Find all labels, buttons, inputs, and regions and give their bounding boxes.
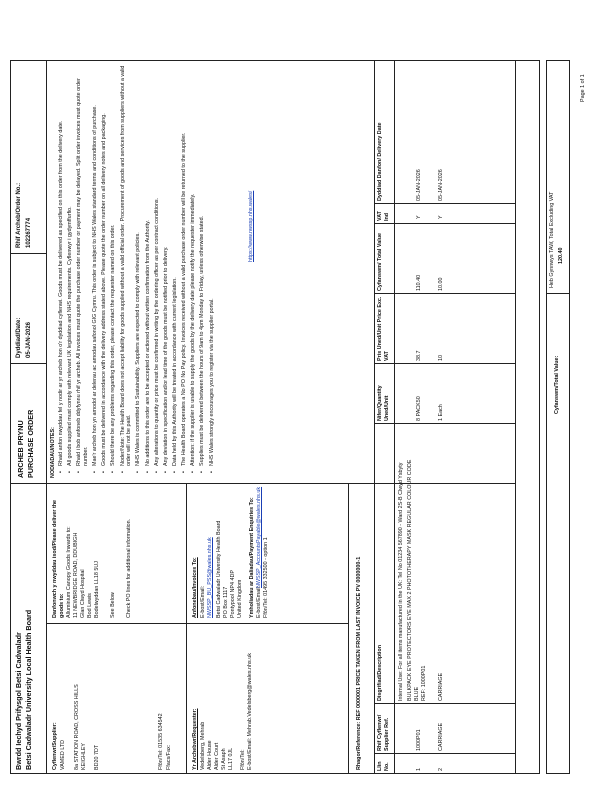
supplier-address: 8a STATION ROAD, CROSS HILLS [74, 684, 80, 770]
note-item: • Attention: if the supplier is unable to supply the goods by the delivery date please notify the requester immediately. [190, 60, 197, 466]
row-2-desc-1: CARRIAGE [438, 672, 444, 701]
supplier-city: KEIGHLEY [81, 743, 87, 770]
supplier-phone: Ffôn/Tel: 01535 634542 [158, 713, 164, 770]
requester-name: Vedelsberg, Mehrab [200, 721, 206, 770]
doc-title-english: PURCHASE ORDER [26, 409, 35, 478]
delivery-line-2: 11 NEWBRIDGE ROAD, DDUBIGH [73, 532, 79, 618]
note-item: • All goods supplied must comply with relevant UK legislation and NHS requirements. Cyflenwyr i gydymffurfio. [67, 60, 74, 466]
date-label: Dyddiad/Date: [16, 317, 22, 358]
row-1-supplier-ref: 1000P01 [416, 729, 422, 751]
row-1-line: 1 [416, 768, 422, 771]
total-value: 120.40 [558, 247, 564, 264]
line-items-table [374, 60, 516, 774]
col-header-unit-price: Pris Uned/Unit Price Exc. VAT [377, 296, 390, 361]
total-value-label: Cyfanswm/Total Value: [554, 355, 560, 414]
row-2-quantity: 1 Each [438, 404, 444, 421]
doc-title-welsh: ARCHEB PRYNU [16, 420, 25, 478]
date-value: 05-JAN-2026 [26, 321, 32, 358]
payment-enquiries-email-label: E-bost/Email: [256, 585, 262, 618]
invoice-org: Betsi Cadwaladr University Health Board [216, 520, 222, 618]
delivery-check-lines: Check PO lines for additional information. [126, 518, 132, 618]
rotated-order-sheet [10, 10, 600, 774]
order-number-label: Rhif Archeb/Order No.: [16, 182, 22, 248]
note-item: • Supplies must be delivered between the hours of 9am to 4pm Monday to Friday, unless otherwise stated. [199, 60, 206, 466]
invoice-email-link[interactable]: NWSSP_BU_PSS@wales.nhs.uk [207, 537, 213, 618]
col-header-delivery-date: Dyddiad Danfon/ Delivery Date [377, 122, 383, 201]
requester-heading: Yr Archebwr/Requester: [192, 708, 198, 770]
total-excl-vat-label: Heb Gynnwys TAW, Total Excluding VAT [549, 191, 555, 288]
payment-enquiries-heading: Ymholiadau ar Daliadau/Payment Enquiries To: [249, 497, 255, 618]
row-1-vat: Y [416, 215, 422, 219]
note-item: • Rhaid i bob anfoneb ddyfynnu rhif yr archeb. All invoices must quote the purchase order number or payment may be delayed. Split order invoices must quote order number. [76, 60, 90, 466]
total-excl-vat-label-welsh: Heb Gynnwys TAW [549, 241, 555, 288]
org-name-english: Betsi Cadwaladr University Local Health Board [24, 609, 33, 770]
supplier-label: Cyflenwr/Supplier: [52, 722, 58, 770]
requester-address-4: LL17 0JL [228, 747, 234, 770]
payment-enquiries-phone: Ffôn/Tel: 01495 332500 - option 1 [263, 537, 269, 618]
invoice-town: Pontypool NP4 4DP [230, 570, 236, 618]
row-1-desc-2: BLUE [414, 686, 420, 701]
row-1-quantity: 8 PACK50 [416, 396, 422, 421]
col-header-line: Llin No. [377, 761, 390, 771]
requester-email[interactable]: E-bost/Email: Mehrab.Vedelsberg@wales.nhs.uk [247, 653, 253, 770]
page-number: Page 1 of 1 [580, 74, 586, 102]
supplier-postcode: BD20 7DT [94, 744, 100, 770]
note-item: • The Health Board operates a No PO No Pay policy. Invoices received without a valid purchase order number will be returned to the supplier. [181, 60, 188, 466]
totals-box [546, 60, 570, 774]
row-2-supplier-ref: CARRIAGE [438, 722, 444, 751]
row-1-unit-price: 38.7 [416, 350, 422, 361]
invoice-pobox: PO Box 1117 [223, 586, 229, 618]
col-header-quantity: Nifer/Quantity Uned/Unit [377, 385, 390, 421]
note-item: • Mae'r archeb hon yn amodol ar delerau ac amodau safonol GIG Cymru. This order is subject to NHS Wales standard terms and conditions of purchase. [92, 60, 99, 466]
note-item: • Noder/Note: The Health Board does not accept liability for goods supplied without a valid official order. Procurement of goods and services from suppliers without a valid order will not be paid. [120, 60, 134, 466]
col-header-description: Disgrifiad/Description [377, 644, 383, 701]
note-item: • Rhaid anfon nwyddau fel y nodir ar yr archeb hon o'r dyddiad cyflenwi. Goods must be delivered as specified on this order from the delivery date. [58, 60, 65, 466]
note-item: • Goods must be delivered in accordance with the delivery address stated above. Please quote the order number on all delivery notes and packaging. [101, 60, 108, 466]
note-item: • Should there be any problems regarding this order, please contact the requester named on this order. [110, 60, 117, 466]
delivery-line-5: Bodelwyddan LL18 5UJ [94, 561, 100, 618]
note-item: • NHS Wales strongly encourages you to register via the supplier portal. [209, 60, 216, 466]
supplier-fax: Ffacs/Fax: [166, 744, 172, 770]
delivery-see-below: See Below [110, 592, 116, 618]
supplier-name: VAMED LTD [60, 739, 66, 770]
note-item: • Data held by this Authority will be treated in accordance with current legislation. [172, 60, 179, 466]
delivery-heading: Danfonwch y nwyddau isod/Please deliver the goods to: [52, 499, 65, 618]
col-header-supplier-ref: Rhif Cyflenwr/ Supplier Ref. [377, 714, 390, 751]
row-2-line: 2 [438, 768, 444, 771]
order-number-value: 102267774 [26, 217, 32, 248]
col-header-vat: VAT Ind [377, 211, 390, 221]
col-header-total: Cyfanswm/ Total Value [377, 232, 383, 291]
requester-phone: Ffôn/Tel: [240, 749, 246, 770]
row-2-total: 10.00 [438, 277, 444, 291]
requester-address-1: Alder House [207, 740, 213, 770]
delivery-line-1: Alluminium Canopy Goods Inwards to: [66, 526, 72, 618]
invoice-email-label: E-bost/Email: [200, 585, 206, 618]
row-2-delivery-date: 05-JAN-2026 [438, 169, 444, 201]
notes-link[interactable]: https://www.nwssp.nhs.wales/ [248, 190, 254, 262]
delivery-line-4: Bod Lewis [87, 593, 93, 618]
order-reference: Rhagor/Reference: REF 0000001 PRICE TAKEN FROM LAST INVOICE PV 0000000-1 [356, 556, 362, 770]
payment-enquiries-email-link[interactable]: NWSSP_AccountsPayable@wales.nhs.uk [256, 486, 262, 588]
delivery-line-3: Glan Clwyd Hospital [80, 569, 86, 618]
row-2-unit-price: 10 [438, 355, 444, 361]
row-1-desc-1: BULKPACK EYE PROTECTORS EYE MAX 2 PHOTOTHERAPY MASK REGULAR COLOUR CODE [407, 459, 413, 701]
org-name-welsh: Bwrdd Iechyd Prifysgol Betsi Cadwaladr [14, 632, 23, 770]
row-1-desc-3: REF: 1000P01 [421, 665, 427, 701]
total-excl-vat-label-english: Total Excluding VAT [549, 191, 555, 240]
requester-address-2: Alder Court [214, 742, 220, 770]
row-1-total: 110.40 [416, 274, 422, 291]
note-item: • NHS Wales is committed to Sustainability. Suppliers are expected to comply with relevant policies. [135, 60, 142, 466]
invoice-heading: Anfonebau/Invoices To: [192, 557, 198, 618]
note-item: • Any deviation in specification and/or lead time of the goods must be notified prior to delivery. [163, 60, 170, 466]
row-2-vat: Y [438, 215, 444, 219]
notes-list [58, 60, 218, 474]
row-1-delivery-date: 05-JAN-2026 [416, 169, 422, 201]
notes-heading: NODIADAU/NOTES: [50, 427, 56, 478]
row-1-desc-intro: Internal Use: For all items manufactured in the UK: Tel No 01234 567890 - Ward 2S-B Clwyd Ysbyty [398, 462, 404, 701]
invoice-country: United Kingdom [237, 579, 243, 618]
note-item: • Any alterations to quantity or price must be confirmed in writing by the ordering officer as per contract conditions. [154, 60, 161, 466]
note-item: • No additions to this order are to be accepted or actioned without written confirmation from the Authority. [145, 60, 152, 466]
requester-address-3: St Asaph [221, 748, 227, 770]
